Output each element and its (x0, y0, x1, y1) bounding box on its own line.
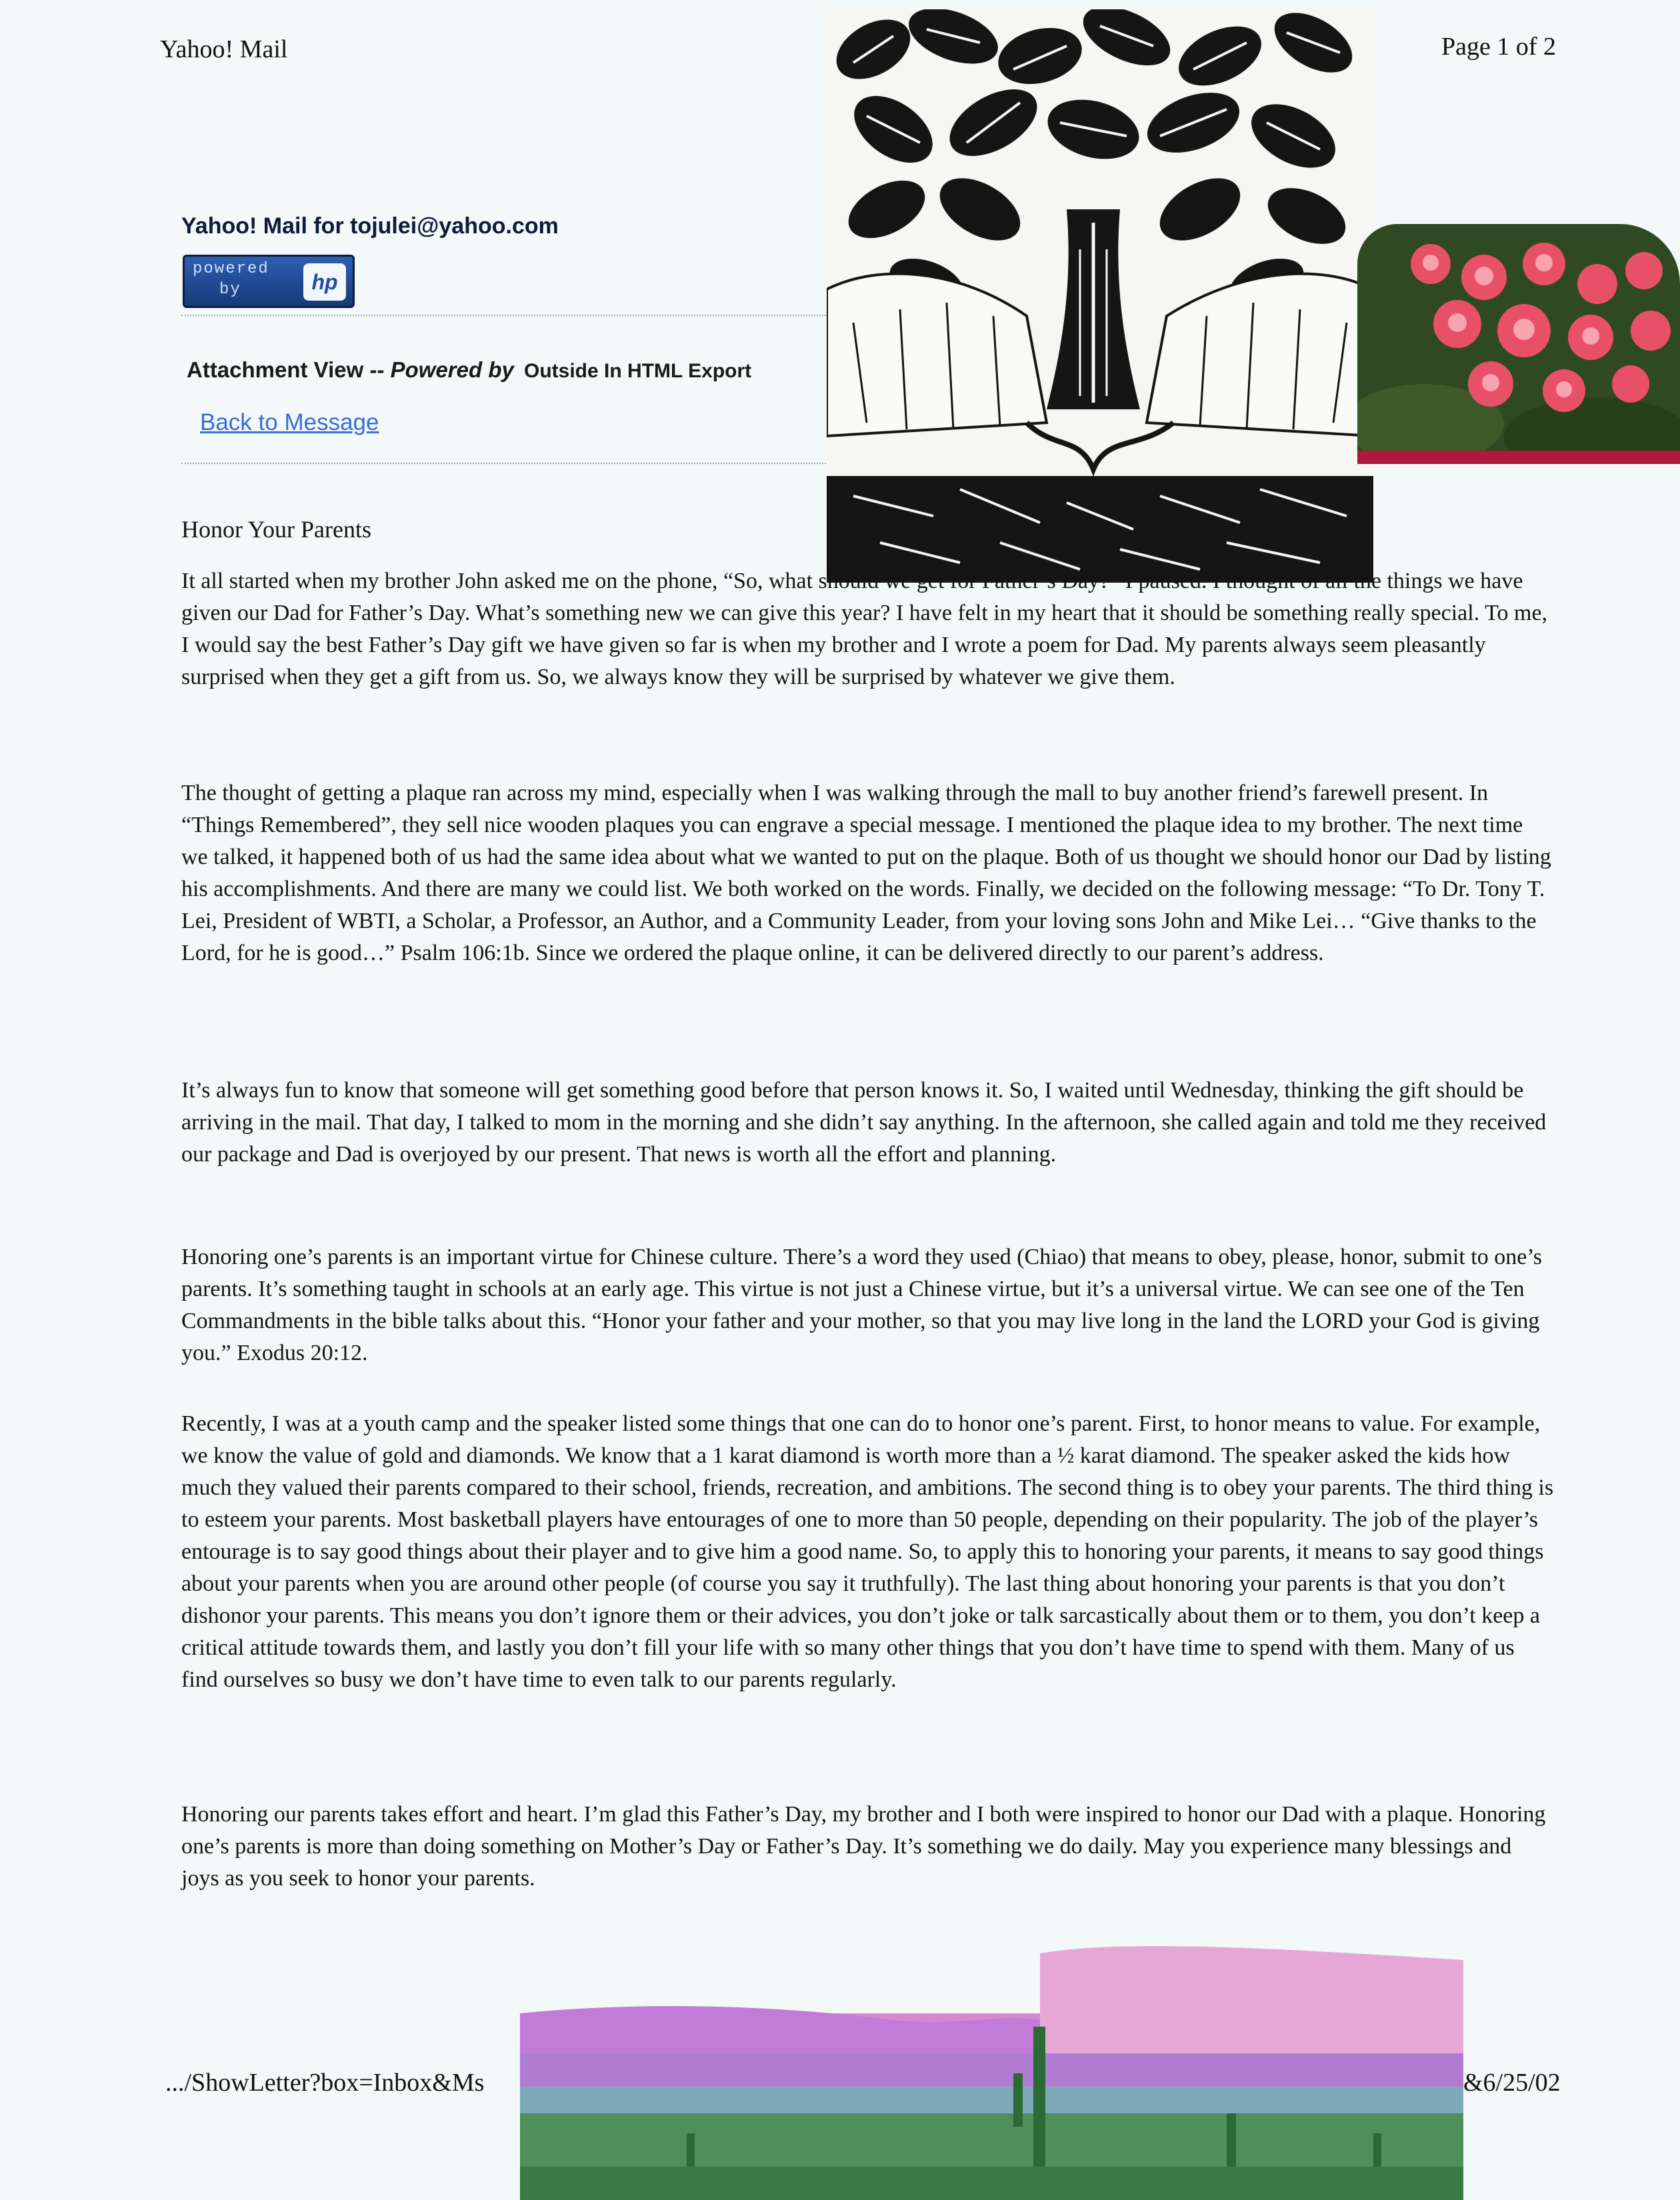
outside-in-label: Outside In HTML Export (524, 360, 752, 382)
article-paragraph: Honoring our parents takes effort and heart. I’m glad this Father’s Day, my brother and I both were inspired to honor our Dad with a plaque. Honoring one’s parents is more than doing something on Mother’s Day or Father’s Day. It’s something we do daily. May you experience many blessings and joys as you seek to honor your parents. (181, 1802, 1546, 1891)
hp-logo-icon: hp (303, 263, 346, 301)
pink-roses-image (1357, 224, 1680, 464)
badge-text-by: by (219, 281, 241, 299)
article-paragraph: The thought of getting a plaque ran across my mind, especially when I was walking through the mall to buy another friend’s farewell present. In “Things Remembered”, they sell nice wooden plaques you can engrave a special message. I mentioned the plaque idea to my brother. The next time we talked, it happened both of us had the same idea about what we wanted to put on the plaque. Both of us thought we should honor our Dad by listing his accomplishments. And there are many we could list. We both worked on the words. Finally, we decided on the following message: “To Dr. Tony T. Lei, President of WBTI, a Scholar, a Professor, an Author, and a Community Leader, from your loving sons John and Mike Lei… “Give thanks to the Lord, for he is good…” Psalm 106:1b. Since we ordered the plaque online, it can be delivered directly to our parent’s address. (181, 781, 1551, 965)
article-paragraph: It’s always fun to know that someone will get something good before that person knows it. So, I waited until Wednesday, thinking the gift should be arriving in the mail. That day, I talked to mom in the morning and she didn’t say anything. In the afternoon, she called again and told me they received our package and Dad is overjoyed by our present. That news is worth all the effort and planning. (181, 1078, 1547, 1167)
attachment-view-label (187, 357, 751, 383)
article-paragraph: It all started when my brother John asked me on the phone, “So, what should we get for Father’s Day?” I paused. I thought of all the things we have given our Dad for Father’s Day. What’s something new we can give this year? I have felt in my heart that it should be something really special. To me, I would say the best Father’s Day gift we have given so far is when my brother and I wrote a poem for Dad. My parents always seem pleasantly surprised when they get a gift from us. So, we always know they will be surprised by whatever we give them. (181, 569, 1548, 689)
page-header-title: Yahoo! Mail (160, 35, 288, 63)
powered-by-label: Powered by (390, 357, 514, 382)
yahoo-mail-account-title: Yahoo! Mail for tojulei@yahoo.com (181, 213, 559, 239)
article-heading: Honor Your Parents (181, 516, 372, 543)
footer-url: .../ShowLetter?box=Inbox&Ms (165, 2069, 485, 2097)
desert-mountains-image (520, 1940, 1463, 2200)
badge-text-powered: powered (193, 260, 269, 278)
article-paragraph: Recently, I was at a youth camp and the speaker listed some things that one can do to honor one’s parent. First, to honor means to value. For example, we know the value of gold and diamonds. We know that a 1 karat diamond is worth more than a ½ karat diamond. The speaker asked the kids how much they valued their parents compared to their school, friends, recreation, and ambitions. The second thing is to obey your parents. The third thing is to esteem your parents. Most basketball players have entourages of one to more than 50 people, depending on their popularity. The job of the player’s entourage is to say good things about their player and to give him a good name. So, to apply this to honoring your parents, it means to say good things about your parents when you are around other people (of course you say it truthfully). The last thing about honoring your parents is that you don’t dishonor your parents. This means you don’t ignore them or their advices, you don’t joke or talk sarcastically about them or to them, you don’t keep a critical attitude towards them, and lastly you don’t fill your life with so many other things that you don’t have time to spend with them. Many of us find ourselves so busy we don’t have time to even talk to our parents regularly. (181, 1411, 1554, 1692)
powered-by-hp-badge (183, 255, 355, 308)
page-number: Page 1 of 2 (1441, 33, 1557, 61)
footer-date: &6/25/02 (1463, 2069, 1561, 2097)
article-paragraph: Honoring one’s parents is an important virtue for Chinese culture. There’s a word they used (Chiao) that means to obey, please, honor, submit to one’s parents. It’s something taught in schools at an early age. This virtue is not just a Chinese virtue, but it’s a universal virtue. We can see one of the Ten Commandments in the bible talks about this. “Honor your father and your mother, so that you may live long in the land the LORD your God is giving you.” Exodus 20:12. (181, 1245, 1543, 1365)
woodcut-tree-image (827, 9, 1373, 583)
divider-top (181, 315, 831, 316)
back-to-message-link[interactable]: Back to Message (200, 409, 379, 435)
divider-bottom (181, 463, 831, 464)
attachment-label: Attachment View -- (187, 357, 385, 382)
